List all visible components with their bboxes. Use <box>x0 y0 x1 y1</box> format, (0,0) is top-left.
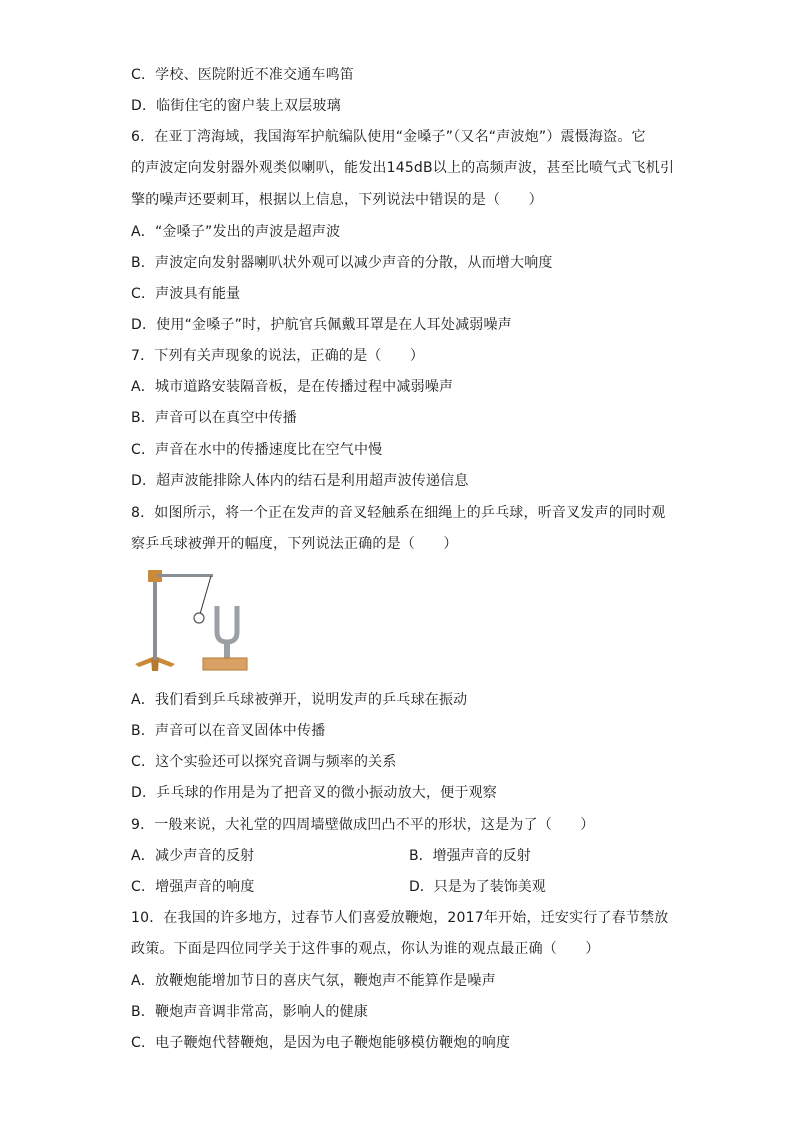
tuning-fork-pendulum-figure <box>131 566 249 676</box>
q5-option-d: D．临街住宅的窗户装上双层玻璃 <box>131 98 341 114</box>
q5-option-c: C．学校、医院附近不准交通车鸣笛 <box>131 67 354 83</box>
q6-stem-line3: 擎的噪声还要刺耳，根据以上信息，下列说法中错误的是（ ） <box>131 192 543 208</box>
stand-rod-icon <box>153 574 157 660</box>
q7-stem: 7．下列有关声现象的说法，正确的是（ ） <box>131 348 425 364</box>
q10-option-a: A．放鞭炮能增加节日的喜庆气氛，鞭炮声不能算作是噪声 <box>131 973 496 989</box>
string-icon <box>200 576 211 614</box>
q7-option-d: D．超声波能排除人体内的结石是利用超声波传递信息 <box>131 473 469 489</box>
q6-option-d: D．使用“金嗓子”时，护航官兵佩戴耳罩是在人耳处减弱噪声 <box>131 317 512 333</box>
q9-option-d: D．只是为了装饰美观 <box>409 879 546 895</box>
q8-option-a: A．我们看到乒乓球被弹开，说明发声的乒乓球在振动 <box>131 692 468 708</box>
q8-option-c: C．这个实验还可以探究音调与频率的关系 <box>131 754 397 770</box>
q9-option-c: C．增强声音的响度 <box>131 879 255 895</box>
tuning-fork-icon <box>217 606 237 642</box>
q8-stem-line1: 8．如图所示，将一个正在发声的音叉轻触系在细绳上的乒乓球，听音叉发声的同时观 <box>131 505 666 521</box>
q10-option-c: C．电子鞭炮代替鞭炮，是因为电子鞭炮能够模仿鞭炮的响度 <box>131 1035 511 1051</box>
q9-option-b: B．增强声音的反射 <box>409 848 531 864</box>
q10-option-b: B．鞭炮声音调非常高，影响人的健康 <box>131 1004 369 1020</box>
q10-stem-line2: 政策。下面是四位同学关于这件事的观点，你认为谁的观点最正确（ ） <box>131 941 600 957</box>
ping-pong-ball-icon <box>194 613 204 623</box>
q7-option-c: C．声音在水中的传播速度比在空气中慢 <box>131 442 383 458</box>
q8-option-d: D．乒乓球的作用是为了把音叉的微小振动放大，便于观察 <box>131 785 497 801</box>
q6-option-c: C．声波具有能量 <box>131 286 241 302</box>
q6-stem-line1: 6．在亚丁湾海域，我国海军护航编队使用“金嗓子”（又名“声波炮”）震慑海盗。它 <box>131 129 646 145</box>
q7-option-a: A．城市道路安装隔音板，是在传播过程中减弱噪声 <box>131 379 454 395</box>
q6-option-b: B．声波定向发射器喇叭状外观可以减少声音的分散，从而增大响度 <box>131 255 553 271</box>
q9-stem: 9．一般来说，大礼堂的四周墙壁做成凹凸不平的形状，这是为了（ ） <box>131 817 595 833</box>
q8-option-b: B．声音可以在音叉固体中传播 <box>131 723 326 739</box>
q10-stem-line1: 10．在我国的许多地方，过春节人们喜爱放鞭炮，2017年开始，迁安实行了春节禁放 <box>131 910 669 926</box>
q7-option-b: B．声音可以在真空中传播 <box>131 410 298 426</box>
q6-stem-line2: 的声波定向发射器外观类似喇叭，能发出145dB以上的高频声波，甚至比喷气式飞机引 <box>131 160 675 176</box>
q6-option-a: A．“金嗓子”发出的声波是超声波 <box>131 224 341 240</box>
q8-stem-line2: 察乒乓球被弹开的幅度，下列说法正确的是（ ） <box>131 536 458 552</box>
fork-base-icon <box>203 658 247 670</box>
q9-option-a: A．减少声音的反射 <box>131 848 255 864</box>
